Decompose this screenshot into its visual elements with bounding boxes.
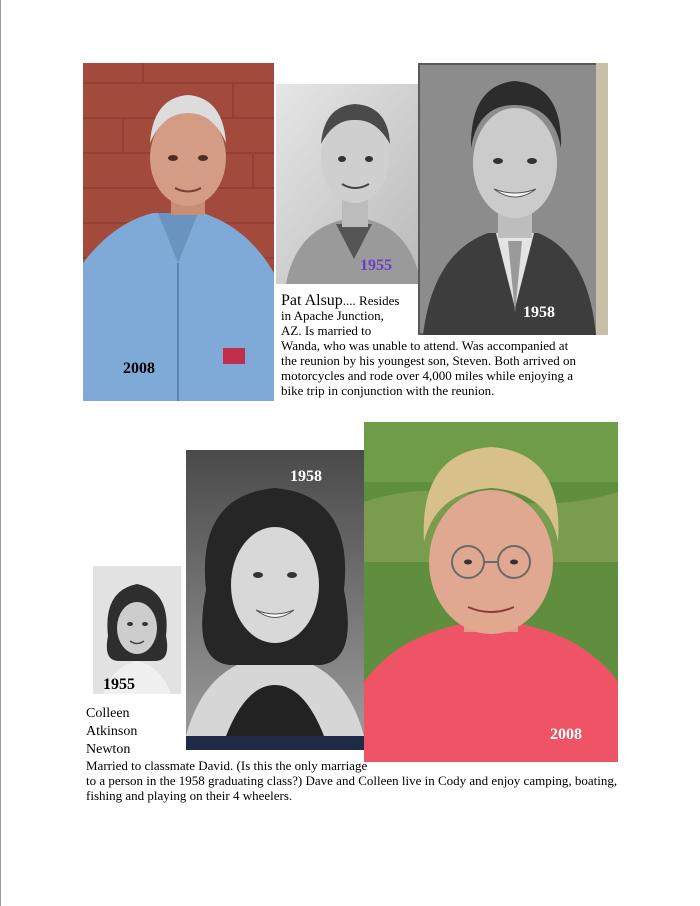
pat-1955-year-label: 1955 <box>360 257 392 274</box>
pat-bio-line-5: the reunion by his youngest son, Steven. Both arrived on <box>281 353 576 368</box>
pat-bio-line-2: in Apache Junction, <box>281 308 384 323</box>
colleen-2008-year-label: 2008 <box>550 726 582 743</box>
colleen-bio-line-3: fishing and playing on their 4 wheelers. <box>86 788 293 803</box>
colleen-bio-line-2: to a person in the 1958 graduating class?) Dave and Colleen live in Cody and enjoy camping, boating, <box>86 773 618 788</box>
colleen-name <box>86 705 137 759</box>
pat-bio-line-1: Resides <box>355 293 400 308</box>
colleen-bio-line-1: Married to classmate David. (Is this the only marriage <box>86 758 368 773</box>
pat-name: Pat Alsup <box>281 292 343 309</box>
pat-2008-year-label: 2008 <box>123 360 155 377</box>
page-edge <box>0 0 1 906</box>
colleen-1958-year-label: 1958 <box>290 468 322 485</box>
colleen-1958-photo <box>186 450 364 750</box>
pat-2008-photo <box>83 63 274 401</box>
pat-1955-photo <box>276 84 429 284</box>
pat-bio-line-4: Wanda, who was unable to attend. Was accompanied at <box>281 338 569 353</box>
pat-name-dots: .... <box>342 293 356 308</box>
colleen-name-line-3: Newton <box>86 742 131 757</box>
pat-bio <box>281 293 611 398</box>
pat-bio-line-6: motorcycles and rode over 4,000 miles while enjoying a <box>281 368 574 383</box>
pat-1958-year-label: 1958 <box>523 304 555 321</box>
colleen-name-line-2: Atkinson <box>86 724 138 739</box>
colleen-1955-year-label: 1955 <box>103 676 135 693</box>
colleen-name-line-1: Colleen <box>86 706 130 721</box>
pat-bio-line-3: AZ. Is married to <box>281 323 372 338</box>
colleen-bio <box>86 758 626 803</box>
pat-bio-line-7: bike trip in conjunction with the reunion. <box>281 383 495 398</box>
colleen-2008-photo <box>364 422 618 762</box>
colleen-1955-photo <box>93 566 181 694</box>
